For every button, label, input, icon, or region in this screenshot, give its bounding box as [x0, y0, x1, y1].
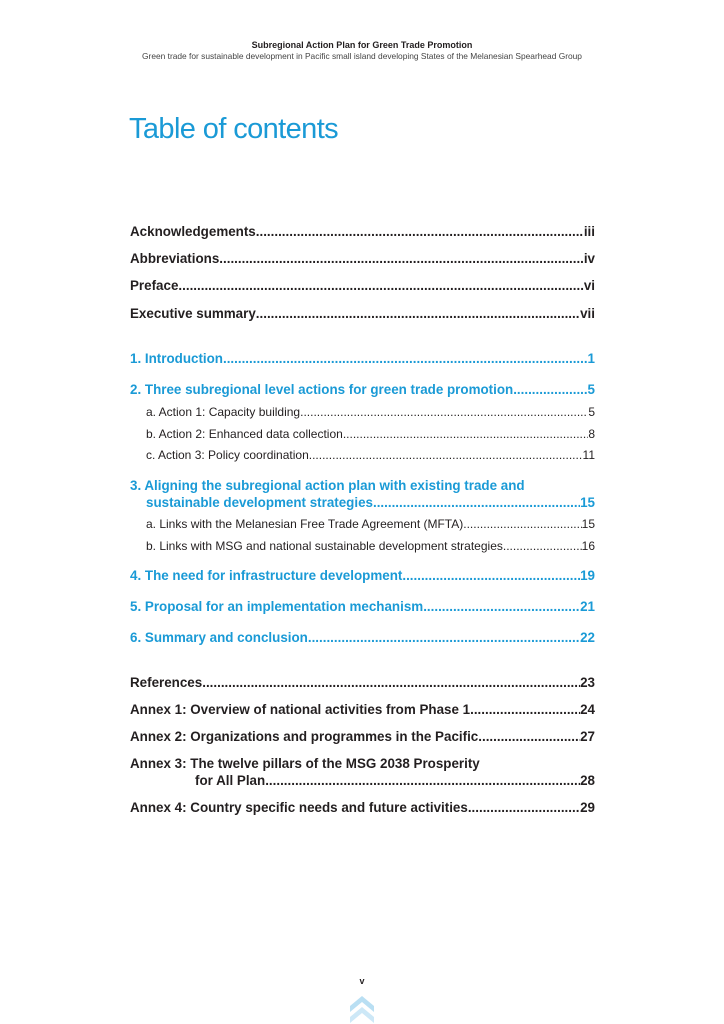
- toc-subentry-mfta[interactable]: [146, 517, 595, 531]
- toc-entry-annex-1[interactable]: [130, 702, 595, 717]
- leader-dots: [256, 306, 580, 321]
- leader-dots: [219, 251, 584, 266]
- toc-page: 21: [580, 599, 595, 614]
- toc-label: b. Action 2: Enhanced data collection: [146, 427, 343, 441]
- toc-page: vii: [580, 306, 595, 321]
- leader-dots: [478, 729, 580, 744]
- toc-page: iii: [583, 224, 595, 239]
- toc-page: 28: [580, 773, 595, 788]
- toc-page: 5: [588, 405, 595, 419]
- toc-entry-section-4[interactable]: [130, 568, 595, 583]
- running-header-title: Subregional Action Plan for Green Trade Promotion: [251, 40, 473, 50]
- toc-label: 2. Three subregional level actions for green trade promotion: [130, 382, 514, 397]
- leader-dots: [265, 773, 580, 788]
- leader-dots: [256, 224, 584, 239]
- toc-subentry-action-1[interactable]: [146, 405, 595, 419]
- leader-dots: [468, 800, 580, 815]
- page-number: v: [359, 976, 365, 986]
- toc-page: 8: [588, 427, 595, 441]
- toc-page: 15: [580, 495, 595, 510]
- toc-page: vi: [583, 278, 595, 293]
- toc-entry-executive-summary[interactable]: [130, 306, 595, 321]
- leader-dots: [463, 517, 581, 531]
- toc-page: 1: [587, 351, 595, 366]
- leader-dots: [309, 448, 583, 462]
- toc-label: Acknowledgements: [130, 224, 256, 239]
- leader-dots: [402, 568, 580, 583]
- toc-label: Executive summary: [130, 306, 256, 321]
- toc-page: 16: [581, 539, 595, 553]
- toc-entry-abbreviations[interactable]: [130, 251, 595, 266]
- toc-page: 15: [581, 517, 595, 531]
- toc-entry-section-3[interactable]: [130, 495, 595, 510]
- toc-subentry-action-3[interactable]: [146, 448, 595, 462]
- toc-page: iv: [583, 251, 595, 266]
- toc-label: References: [130, 675, 203, 690]
- toc-page: 24: [580, 702, 595, 717]
- toc-label: Annex 1: Overview of national activities from Phase 1: [130, 702, 471, 717]
- leader-dots: [503, 539, 582, 553]
- toc-entry-introduction[interactable]: [130, 351, 595, 366]
- leader-dots: [373, 495, 580, 510]
- toc-label: 4. The need for infrastructure development: [130, 568, 403, 583]
- toc-subentry-action-2[interactable]: [146, 427, 595, 441]
- toc-entry-section-2[interactable]: [130, 382, 595, 397]
- toc-page: 11: [582, 448, 595, 462]
- toc-page: 22: [580, 630, 595, 645]
- leader-dots: [300, 405, 588, 419]
- toc-entry-acknowledgements[interactable]: [130, 224, 595, 239]
- toc-entry-section-3-line1[interactable]: 3. Aligning the subregional action plan with existing trade and: [130, 478, 525, 493]
- toc-label: a. Action 1: Capacity building: [146, 405, 301, 419]
- toc-label: 5. Proposal for an implementation mechanism: [130, 599, 424, 614]
- toc-page: 29: [580, 800, 595, 815]
- page-title: Table of contents: [129, 113, 339, 145]
- toc-entry-section-6[interactable]: [130, 630, 595, 645]
- toc-label: 1. Introduction: [130, 351, 223, 366]
- toc-entry-annex-3[interactable]: [130, 773, 595, 788]
- toc-page: 23: [580, 675, 595, 690]
- toc-entry-references[interactable]: [130, 675, 595, 690]
- chevron-up-icon: [350, 996, 374, 1024]
- leader-dots: [308, 630, 580, 645]
- toc-entry-preface[interactable]: [130, 278, 595, 293]
- leader-dots: [178, 278, 583, 293]
- toc-label: Preface: [130, 278, 179, 293]
- toc-label: Abbreviations: [130, 251, 220, 266]
- toc-label: for All Plan: [195, 773, 266, 788]
- toc-subentry-msg-strategies[interactable]: [146, 539, 595, 553]
- toc-entry-annex-3-line1[interactable]: Annex 3: The twelve pillars of the MSG 2038 Prosperity: [130, 756, 480, 771]
- toc-label: sustainable development strategies: [146, 495, 373, 510]
- toc-label: c. Action 3: Policy coordination: [146, 448, 309, 462]
- toc-entry-annex-2[interactable]: [130, 729, 595, 744]
- toc-page: 19: [580, 568, 595, 583]
- running-header-subtitle: Green trade for sustainable development in Pacific small island developing States of the Melanesian Spearhead Group: [142, 51, 582, 61]
- toc-page: 5: [587, 382, 595, 397]
- toc-label: Annex 2: Organizations and programmes in the Pacific: [130, 729, 479, 744]
- leader-dots: [202, 675, 580, 690]
- leader-dots: [423, 599, 580, 614]
- toc-page: 27: [580, 729, 595, 744]
- toc-label: Annex 4: Country specific needs and future activities: [130, 800, 468, 815]
- leader-dots: [343, 427, 589, 441]
- leader-dots: [223, 351, 588, 366]
- toc-entry-annex-4[interactable]: [130, 800, 595, 815]
- toc-entry-section-5[interactable]: [130, 599, 595, 614]
- toc-label: a. Links with the Melanesian Free Trade Agreement (MFTA): [146, 517, 464, 531]
- leader-dots: [513, 382, 587, 397]
- leader-dots: [470, 702, 580, 717]
- toc-label: b. Links with MSG and national sustainable development strategies: [146, 539, 503, 553]
- toc-label: 6. Summary and conclusion: [130, 630, 308, 645]
